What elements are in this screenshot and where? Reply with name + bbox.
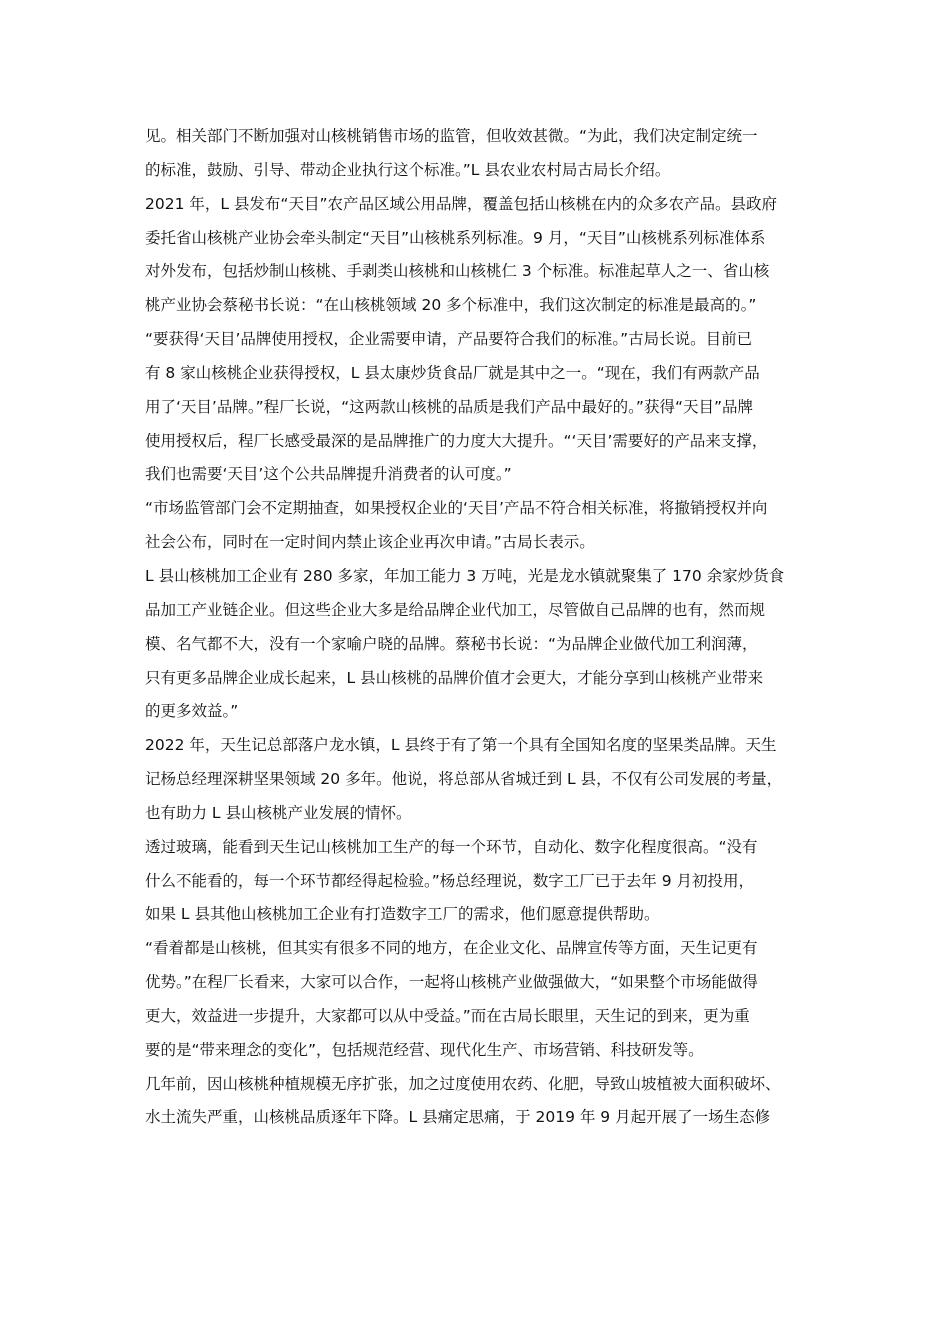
text-line: 只有更多品牌企业成长起来，L 县山核桃的品牌价值才会更大，才能分享到山核桃产业带来 (145, 668, 764, 687)
text-line: “要获得‘天目’品牌使用授权，企业需要申请，产品要符合我们的标准。”古局长说。目前已 (145, 330, 753, 349)
text-line: 的更多效益。” (145, 702, 239, 721)
text-line: 有 8 家山核桃企业获得授权，L 县太康炒货食品厂就是其中之一。“现在，我们有两款产品 (145, 363, 760, 382)
body-text (145, 120, 925, 1135)
text-line: 2022 年，天生记总部落户龙水镇，L 县终于有了第一个具有全国知名度的坚果类品牌。天生 (145, 736, 777, 755)
text-line: 委托省山核桃产业协会牵头制定“天目”山核桃系列标准。9 月，“天目”山核桃系列标准体系 (145, 228, 766, 247)
text-line: “市场监管部门会不定期抽查，如果授权企业的‘天目’产品不符合相关标准，将撤销授权并向 (145, 499, 768, 518)
text-line: 记杨总经理深耕坚果领域 20 多年。他说，将总部从省城迁到 L 县，不仅有公司发展的考量， (145, 770, 783, 789)
text-line: 水土流失严重，山核桃品质逐年下降。L 县痛定思痛，于 2019 年 9 月起开展了一场生态修 (145, 1108, 771, 1127)
text-line: 用了‘天目’品牌。”程厂长说，“这两款山核桃的品质是我们产品中最好的。”获得“天目”品牌 (145, 397, 754, 416)
text-line: 更大，效益进一步提升，大家都可以从中受益。”而在古局长眼里，天生记的到来，更为重 (145, 1006, 750, 1025)
text-line: 桃产业协会蔡秘书长说：“在山核桃领域 20 多个标准中，我们这次制定的标准是最高的。” (145, 296, 757, 315)
text-line: 优势。”在程厂长看来，大家可以合作，一起将山核桃产业做强做大，“如果整个市场能做得 (145, 973, 758, 992)
text-line: 的标准，鼓励、引导、带动企业执行这个标准。”L 县农业农村局古局长介绍。 (145, 160, 671, 179)
text-line: 几年前，因山核桃种植规模无序扩张，加之过度使用农药、化肥，导致山坡植被大面积破坏、 (145, 1074, 781, 1093)
text-line: 2021 年，L 县发布“天目”农产品区域公用品牌，覆盖包括山核桃在内的众多农产品。县政府 (145, 194, 777, 213)
text-line: 品加工产业链企业。但这些企业大多是给品牌企业代加工，尽管做自己品牌的也有，然而规 (145, 600, 766, 619)
text-line: 对外发布，包括炒制山核桃、手剥类山核桃和山核桃仁 3 个标准。标准起草人之一、省山核 (145, 262, 770, 281)
text-line: 什么不能看的，每一个环节都经得起检验。”杨总经理说，数字工厂已于去年 9 月初投用， (145, 871, 754, 890)
text-line: 见。相关部门不断加强对山核桃销售市场的监管，但收效甚微。“为此，我们决定制定统一 (145, 127, 758, 145)
text-line: 要的是“带来理念的变化”，包括规范经营、现代化生产、市场营销、科技研发等。 (145, 1040, 704, 1059)
text-line: 如果 L 县其他山核桃加工企业有打造数字工厂的需求，他们愿意提供帮助。 (145, 905, 660, 924)
text-line: 也有助力 L 县山核桃产业发展的情怀。 (145, 803, 412, 822)
text-line: “看着都是山核桃，但其实有很多不同的地方，在企业文化、品牌宣传等方面，天生记更有 (145, 939, 758, 958)
text-line: 透过玻璃，能看到天生记山核桃加工生产的每一个环节，自动化、数字化程度很高。“没有 (145, 837, 758, 856)
text-line: 使用授权后，程厂长感受最深的是品牌推广的力度大大提升。“‘天目’需要好的产品来支撑， (145, 431, 768, 450)
text-line: L 县山核桃加工企业有 280 多家，年加工能力 3 万吨，光是龙水镇就聚集了 170 余家炒货食 (145, 566, 785, 585)
text-line: 社会公布，同时在一定时间内禁止该企业再次申请。”古局长表示。 (145, 533, 595, 552)
text-line: 我们也需要‘天目’这个公共品牌提升消费者的认可度。” (145, 465, 512, 484)
text-line: 模、名气都不大，没有一个家喻户晓的品牌。蔡秘书长说：“为品牌企业做代加工利润薄， (145, 634, 758, 653)
